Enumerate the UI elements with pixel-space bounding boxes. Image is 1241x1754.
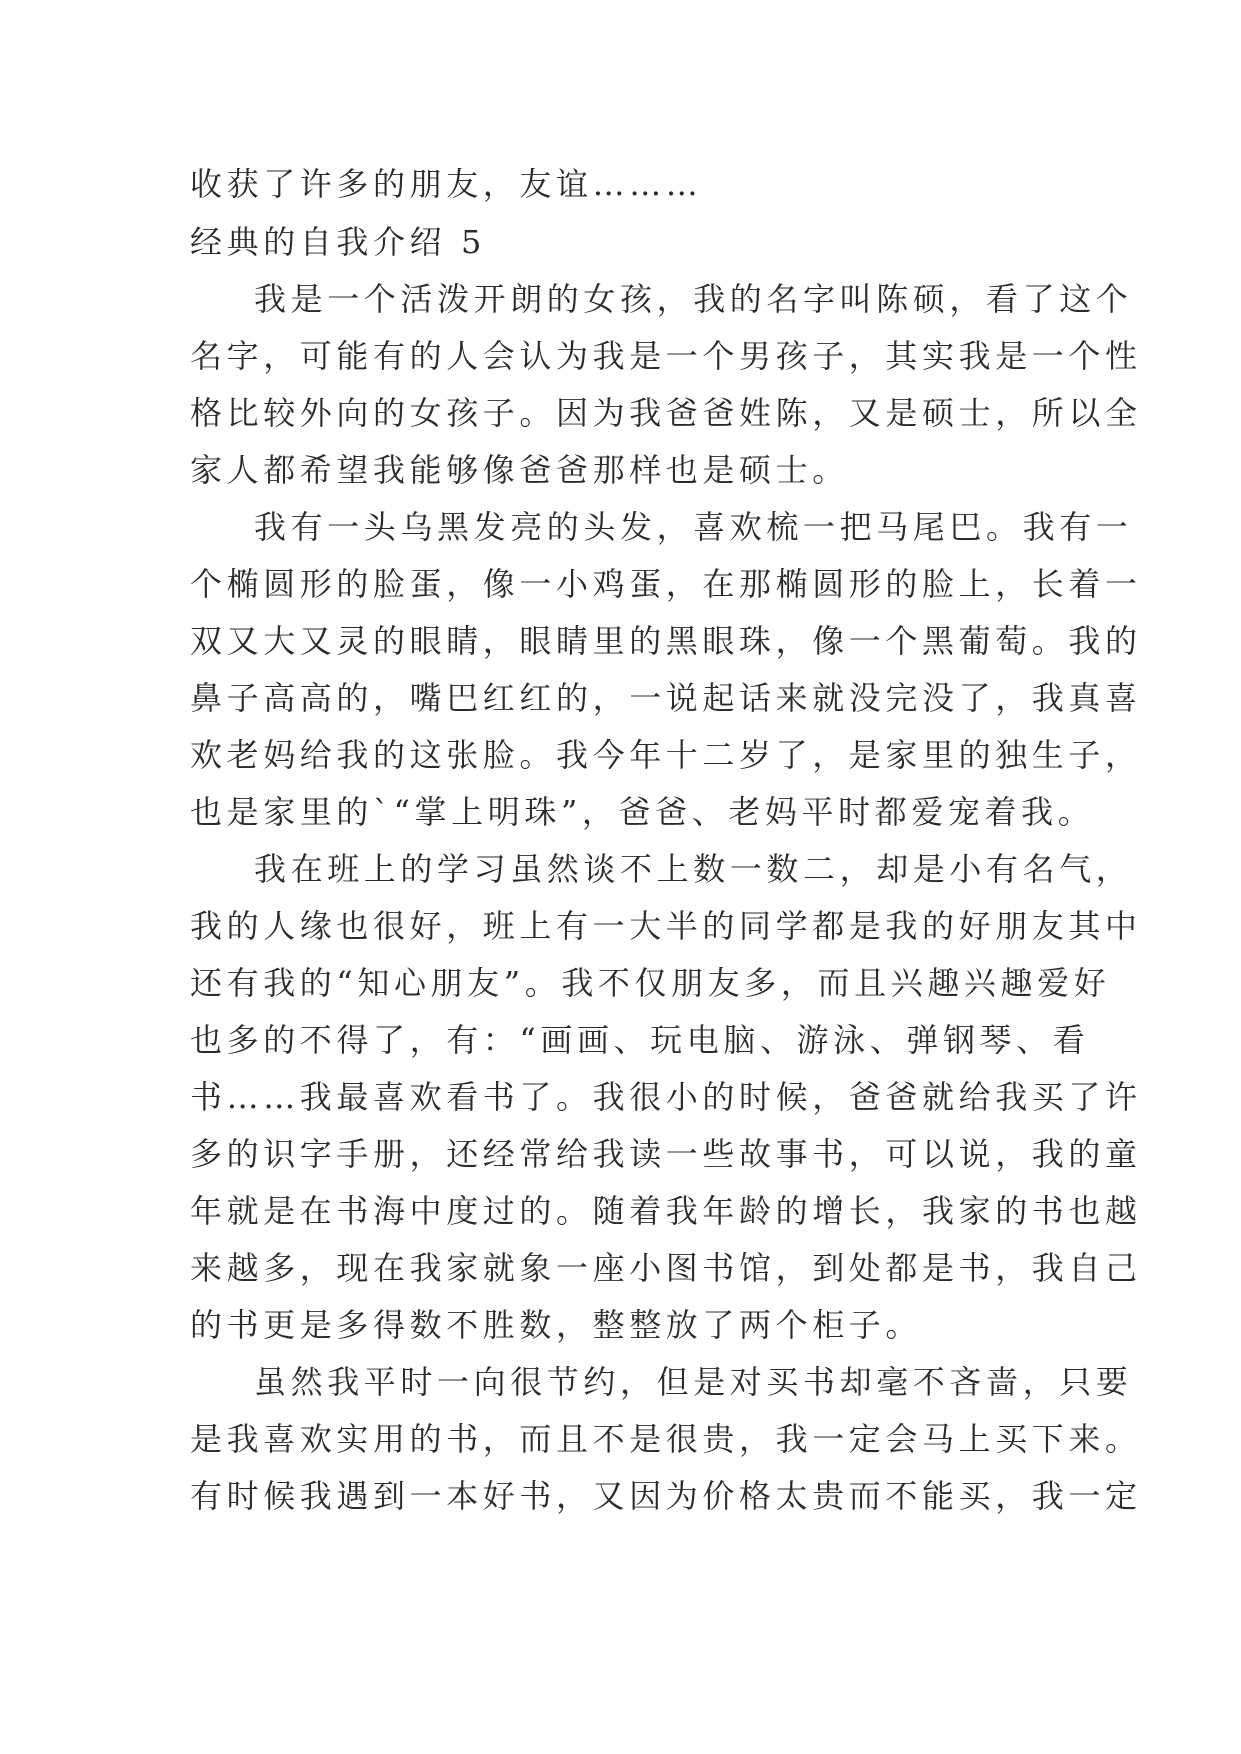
text-line: 名字，可能有的人会认为我是一个男孩子，其实我是一个性 (190, 337, 1142, 375)
text-line: 家人都希望我能够像爸爸那样也是硕士。 (190, 451, 849, 489)
text-line: 鼻子高高的，嘴巴红红的，一说起话来就没完没了，我真喜 (190, 679, 1142, 717)
text-line: 欢老妈给我的这张脸。我今年十二岁了，是家里的独生子， (190, 736, 1142, 774)
text-line: 我是一个活泼开朗的女孩，我的名字叫陈硕，看了这个 (254, 280, 1133, 318)
text-line: 个椭圆形的脸蛋，像一小鸡蛋，在那椭圆形的脸上，长着一 (190, 565, 1142, 603)
text-line: 我的人缘也很好，班上有一大半的同学都是我的好朋友其中 (190, 907, 1142, 945)
text-line: 格比较外向的女孩子。因为我爸爸姓陈，又是硕士，所以全 (190, 394, 1142, 432)
text-line: 年就是在书海中度过的。随着我年龄的增长，我家的书也越 (190, 1192, 1142, 1230)
text-line: 有时候我遇到一本好书，又因为价格太贵而不能买，我一定 (190, 1477, 1142, 1515)
text-line: 双又大又灵的眼睛，眼睛里的黑眼珠，像一个黑葡萄。我的 (190, 622, 1142, 660)
text-line: 是我喜欢实用的书，而且不是很贵，我一定会马上买下来。 (190, 1420, 1142, 1458)
section-heading: 经典的自我介绍 5 (190, 223, 486, 261)
text-line: 也多的不得了，有：“画画、玩电脑、游泳、弹钢琴、看 (190, 1021, 1090, 1059)
text-line: 虽然我平时一向很节约，但是对买书却毫不吝啬，只要 (254, 1363, 1133, 1401)
text-line: 的书更是多得数不胜数，整整放了两个柜子。 (190, 1306, 923, 1344)
text-line: 我在班上的学习虽然谈不上数一数二，却是小有名气， (254, 850, 1133, 888)
text-line: 收获了许多的朋友，友谊……… (190, 165, 703, 203)
text-line: 还有我的“知心朋友”。我不仅朋友多，而且兴趣兴趣爱好 (190, 964, 1111, 1002)
text-line: 我有一头乌黑发亮的头发，喜欢梳一把马尾巴。我有一 (254, 508, 1133, 546)
text-line: 也是家里的`“掌上明珠”，爸爸、老妈平时都爱宠着我。 (190, 793, 1095, 831)
text-line: 多的识字手册，还经常给我读一些故事书，可以说，我的童 (190, 1135, 1142, 1173)
text-line: 来越多，现在我家就象一座小图书馆，到处都是书，我自己 (190, 1249, 1142, 1287)
text-line: 书……我最喜欢看书了。我很小的时候，爸爸就给我买了许 (190, 1078, 1142, 1116)
